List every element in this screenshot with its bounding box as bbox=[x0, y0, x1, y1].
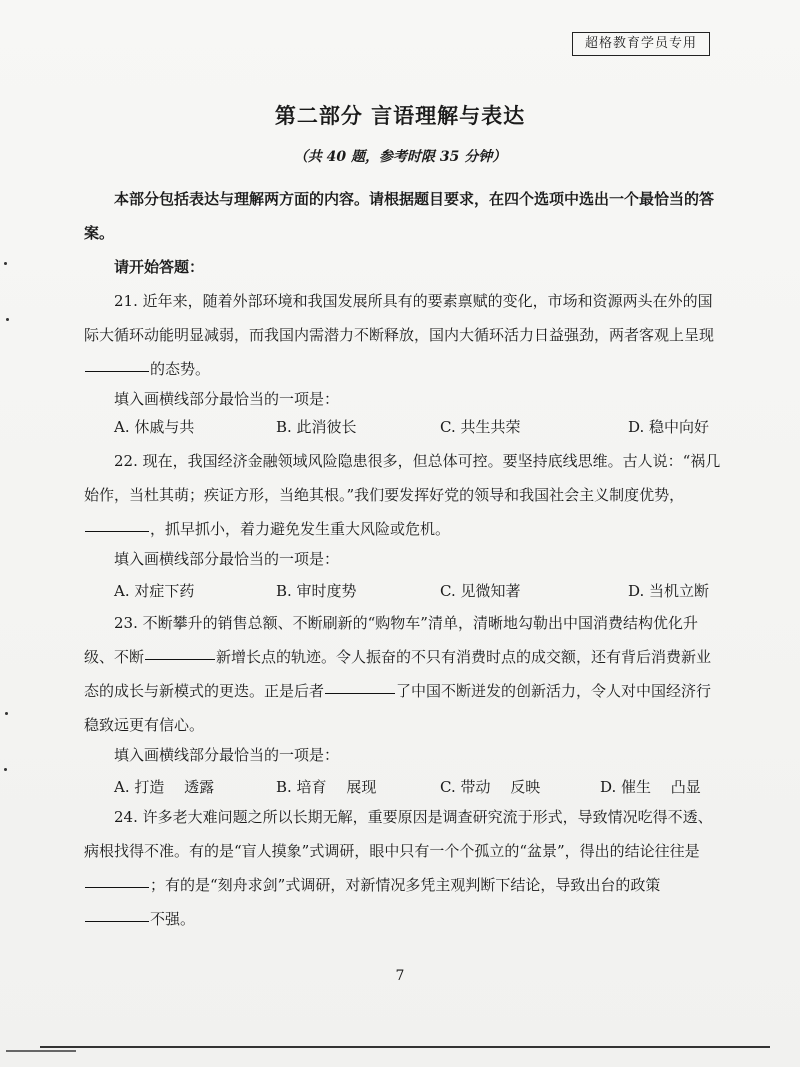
section-title: 第二部分 言语理解与表达 bbox=[274, 104, 526, 128]
scan-speck bbox=[4, 262, 7, 265]
answer-blank bbox=[85, 370, 149, 372]
page-edge-line-left bbox=[6, 1050, 76, 1052]
question-21-option-b: B. 此消彼长 bbox=[276, 418, 357, 436]
question-21-stem bbox=[84, 284, 724, 386]
question-24-text-b: ；有的是“刻舟求剑”式调研，对新情况多凭主观判断下结论，导致出台的政策 bbox=[150, 876, 661, 894]
question-22-text-a: 22. 现在，我国经济金融领域风险隐患很多，但总体可控。要坚持底线思维。古人说：“祸几始作，当杜其萌；疾证方形，当绝其根。”我们要发挥好党的领导和我国社会主义制度优势， bbox=[84, 452, 721, 504]
question-21-option-c: C. 共生共荣 bbox=[440, 418, 521, 436]
start-prompt: 请开始答题： bbox=[114, 258, 205, 276]
answer-blank-1 bbox=[145, 658, 215, 660]
question-22-option-c: C. 见微知著 bbox=[440, 582, 521, 600]
question-23-option-b: B. 培育 展现 bbox=[276, 778, 377, 796]
scan-speck bbox=[4, 768, 7, 771]
question-22-option-d: D. 当机立断 bbox=[628, 582, 710, 600]
question-21-text-a: 21. 近年来，随着外部环境和我国发展所具有的要素禀赋的变化，市场和资源两头在外的国际大循环动能明显减弱，而我国内需潜力不断释放，国内大循环活力日益强劲，两者客观上呈现 bbox=[84, 292, 715, 344]
question-23-prompt: 填入画横线部分最恰当的一项是： bbox=[114, 746, 340, 764]
answer-blank-2 bbox=[325, 692, 395, 694]
page-edge-line bbox=[40, 1046, 770, 1048]
question-24-text-c: 不强。 bbox=[150, 910, 196, 928]
question-22-option-b: B. 审时度势 bbox=[276, 582, 357, 600]
page-number: 7 bbox=[395, 968, 405, 984]
question-21-prompt: 填入画横线部分最恰当的一项是： bbox=[114, 390, 340, 408]
question-22-stem bbox=[84, 444, 724, 546]
question-24-text-a: 24. 许多老大难问题之所以长期无解，重要原因是调查研究流于形式，导致情况吃得不透、病根找得不准。有的是“盲人摸象”式调研，眼中只有一个个孤立的“盆景”，得出的结论往往是 bbox=[84, 808, 713, 860]
usage-stamp: 超格教育学员专用 bbox=[572, 32, 710, 56]
question-23-stem bbox=[84, 606, 724, 742]
question-23-text-b: 新增长点的轨迹。令人振奋的不只有消费时点的成交额，还有背后消费新业态的成长与新模式的更迭。正是后者 bbox=[84, 648, 712, 700]
section-instruction: 本部分包括表达与理解两方面的内容。请根据题目要求，在四个选项中选出一个最恰当的答案。 bbox=[84, 190, 715, 242]
answer-blank-2 bbox=[85, 920, 149, 922]
scan-speck bbox=[5, 712, 8, 715]
question-22-option-a: A. 对症下药 bbox=[114, 582, 195, 600]
question-21-option-a: A. 休戚与共 bbox=[114, 418, 195, 436]
question-23-text-c: 了中国不断迸发的创新活力，令人对中国经济行稳致远更有信心。 bbox=[84, 682, 712, 734]
question-22-text-b: ，抓早抓小，着力避免发生重大风险或危机。 bbox=[150, 520, 451, 538]
scan-speck bbox=[6, 318, 9, 321]
question-24-stem bbox=[84, 800, 724, 936]
question-23-text-a: 23. 不断攀升的销售总额、不断刷新的“购物车”清单，清晰地勾勒出中国消费结构优化升级、不断 bbox=[84, 614, 698, 666]
question-23-option-c: C. 带动 反映 bbox=[440, 778, 541, 796]
question-23-option-d: D. 催生 凸显 bbox=[600, 778, 701, 796]
question-21-text-b: 的态势。 bbox=[150, 360, 211, 378]
question-21-option-d: D. 稳中向好 bbox=[628, 418, 710, 436]
question-23-option-a: A. 打造 透露 bbox=[114, 778, 215, 796]
section-subtitle: （共 40 题，参考时限 35 分钟） bbox=[293, 149, 507, 165]
answer-blank bbox=[85, 530, 149, 532]
question-22-prompt: 填入画横线部分最恰当的一项是： bbox=[114, 550, 340, 568]
answer-blank-1 bbox=[85, 886, 149, 888]
